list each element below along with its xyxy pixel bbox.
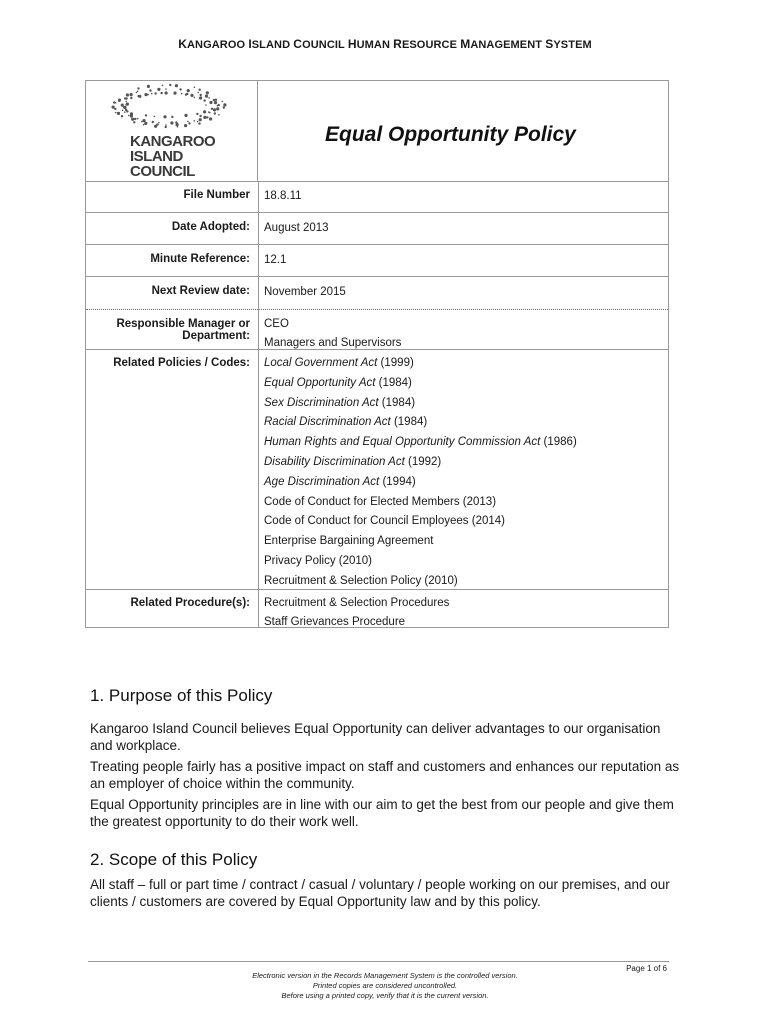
policy-info-table — [85, 80, 669, 628]
related-procedure-item: Staff Grievances Procedure — [264, 616, 406, 628]
column-divider — [258, 181, 259, 627]
related-policies-label: Related Policies / Codes: — [113, 357, 250, 369]
policy-title: Equal Opportunity Policy — [325, 123, 576, 146]
related-policy-item: Human Rights and Equal Opportunity Commission Act (1986) — [264, 436, 577, 449]
document-header: KANGAROO ISLAND COUNCIL HUMAN RESOURCE MANAGEMENT SYSTEM — [178, 37, 592, 51]
responsible-label-line1: Responsible Manager or — [116, 318, 250, 330]
purpose-paragraph: Kangaroo Island Council believes Equal Opportunity can deliver advantages to our organisation and workplace. — [90, 721, 661, 753]
row-divider — [86, 212, 668, 213]
related-policy-item: Disability Discrimination Act (1992) — [264, 456, 442, 468]
related-policy-item: Code of Conduct for Elected Members (2013) — [264, 495, 497, 508]
logo-cell — [86, 81, 258, 181]
related-policy-item: Racial Discrimination Act (1984) — [264, 416, 428, 429]
related-policy-item: Local Government Act (1999) — [264, 357, 414, 369]
purpose-paragraph: Equal Opportunity principles are in line with our aim to get the best from our people and give them the greatest opportunity to do their work well. — [90, 797, 674, 829]
responsible-value-line1: CEO — [264, 318, 289, 330]
section-heading-scope: 2. Scope of this Policy — [90, 850, 258, 869]
council-logo-dots-icon — [86, 81, 258, 141]
date-adopted-label: Date Adopted: — [171, 221, 250, 233]
related-policy-item: Code of Conduct for Council Employees (2014) — [264, 515, 505, 528]
row-divider — [86, 276, 668, 277]
responsible-value-line2: Managers and Supervisors — [264, 337, 402, 349]
council-logo: KANGAROO ISLAND COUNCIL — [130, 133, 216, 180]
section-heading-purpose: 1. Purpose of this Policy — [90, 686, 273, 705]
footer-note: Electronic version in the Records Management System is the controlled version. Printed copies are considered uncontrolled. Before using a printed copy, verify that it is the current version. — [252, 971, 518, 1000]
related-policy-item: Age Discrimination Act (1994) — [264, 475, 416, 488]
row-divider — [86, 589, 668, 590]
minute-reference-value: 12.1 — [264, 254, 287, 266]
page-number: Page 1 of 6 — [626, 964, 667, 973]
related-procedures-label: Related Procedure(s): — [130, 597, 250, 609]
date-adopted-value: August 2013 — [264, 222, 329, 234]
row-divider — [86, 244, 668, 245]
file-number-value: 18.8.11 — [264, 190, 302, 202]
related-policy-item: Privacy Policy (2010) — [264, 555, 373, 567]
footer-divider — [88, 961, 669, 962]
minute-reference-label: Minute Reference: — [150, 253, 250, 265]
related-policy-item: Sex Discrimination Act (1984) — [264, 396, 416, 409]
responsible-label-line2: Department: — [182, 330, 250, 342]
related-policy-item: Recruitment & Selection Policy (2010) — [264, 574, 458, 587]
next-review-label: Next Review date: — [151, 285, 250, 297]
purpose-paragraph: Treating people fairly has a positive impact on staff and customers and enhances our reputation as an employer of choice within the community. — [90, 759, 680, 791]
scope-paragraph: All staff – full or part time / contract / casual / voluntary / people working on our premises, and our clients / customers are covered by Equal Opportunity law and by this policy. — [90, 877, 670, 909]
row-divider — [86, 181, 668, 182]
file-number-label: File Number — [183, 189, 250, 201]
row-divider — [86, 309, 668, 310]
related-policy-item: Enterprise Bargaining Agreement — [264, 535, 434, 548]
related-procedure-item: Recruitment & Selection Procedures — [264, 597, 450, 609]
related-policy-item: Equal Opportunity Act (1984) — [264, 376, 412, 389]
title-cell — [258, 81, 668, 181]
next-review-value: November 2015 — [264, 286, 346, 298]
